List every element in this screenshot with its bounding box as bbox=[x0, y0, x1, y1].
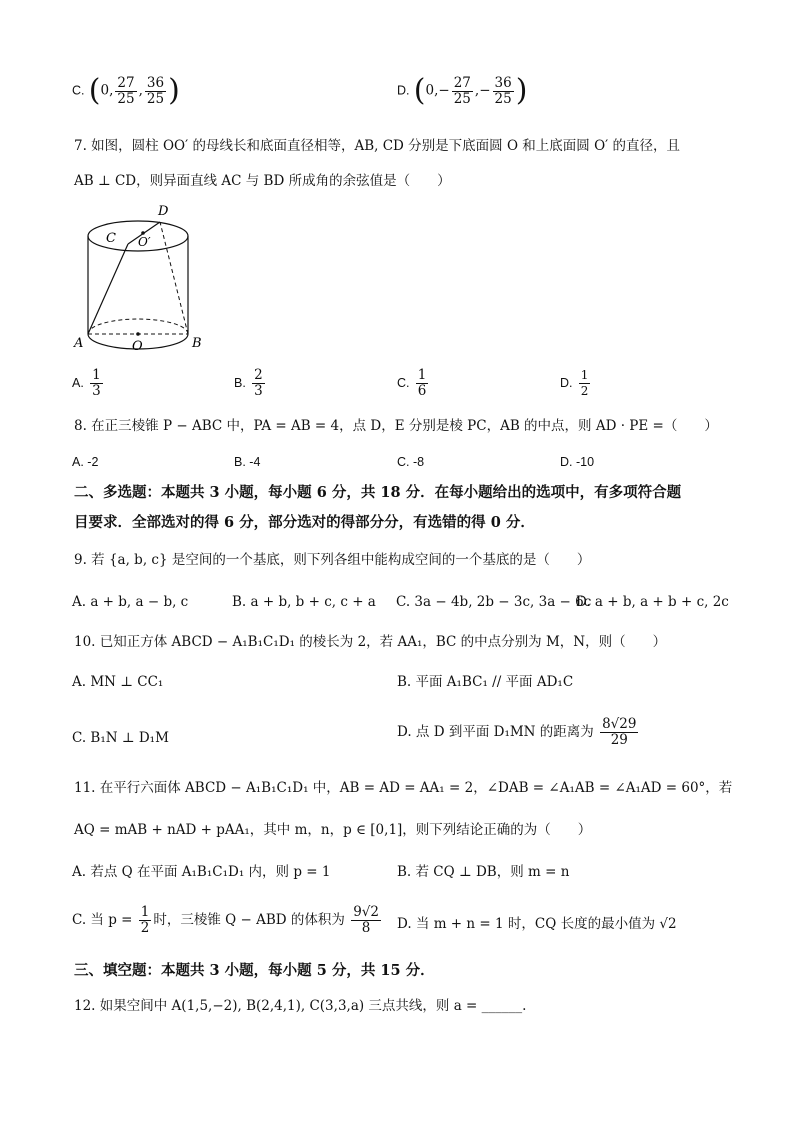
segment-ac bbox=[88, 244, 128, 334]
c-lead: 0, bbox=[100, 82, 114, 99]
q7-option-b: B. $\frac{2}{3}$ bbox=[234, 367, 263, 399]
paren-close: ) bbox=[168, 73, 180, 108]
q7-stem-line1: 7. 如图，圆柱 OO′ 的母线长和底面直径相等，AB, CD 分别是下底面圆 O 和上底面圆 O′ 的直径，且 bbox=[74, 138, 681, 154]
fraction: $\frac{36}{25}$ bbox=[146, 74, 165, 107]
q8-option-d: D. -10 bbox=[560, 455, 595, 469]
q8-option-b: B. -4 bbox=[234, 455, 261, 469]
q9-option-a: A. a + b, a − b, c bbox=[72, 594, 189, 610]
q6-option-d bbox=[397, 74, 527, 108]
fraction: $\frac{27}{25}$ bbox=[117, 74, 135, 107]
q7-option-a: A. $\frac{1}{3}$ bbox=[72, 367, 101, 399]
q11-stem-line2: AQ = mAB + nAD + pAA₁，其中 m，n，p ∈ [0,1]，则下列结论正确的为（ ） bbox=[74, 822, 592, 838]
q7-option-d: D. $\frac{1}{2}$ bbox=[560, 368, 589, 398]
section3-heading: 三、填空题：本题共 3 小题，每小题 5 分，共 15 分． bbox=[74, 962, 435, 979]
fraction: $\frac{1}{2}$ bbox=[140, 904, 150, 936]
q6-option-c: C. (0, $\frac{27}{25}$ , $\frac{36}{25}$ ) bbox=[72, 73, 180, 108]
section2-heading-line2: 目要求．全部选对的得 6 分，部分选对的得部分分，有选错的得 0 分． bbox=[74, 514, 535, 531]
q10-option-a: A. MN ⊥ CC₁ bbox=[72, 674, 164, 690]
q7-option-c: C. $\frac{1}{6}$ bbox=[397, 367, 427, 399]
fraction: $\frac{9√2}{8}$ bbox=[353, 904, 379, 936]
q11-option-c: C. 当 p = $\frac{1}{2}$ 时，三棱锥 Q − ABD 的体积为 $\frac{9√2}{8}$ bbox=[72, 904, 379, 936]
q9-option-c: C. 3a − 4b, 2b − 3c, 3a − 6c bbox=[396, 594, 592, 610]
q11-option-a: A. 若点 Q 在平面 A₁B₁C₁D₁ 内，则 p = 1 bbox=[72, 864, 331, 880]
q10-option-d: D. 点 D 到平面 D₁MN 的距离为 $\frac{8√29}{29}$ bbox=[397, 716, 637, 748]
fraction: $\frac{1}{3}$ bbox=[92, 367, 101, 399]
fraction: $\frac{27}{25}$ bbox=[453, 74, 471, 107]
bottom-ellipse-back bbox=[88, 319, 188, 334]
label-b: B bbox=[192, 336, 202, 351]
paren-open: ( bbox=[88, 73, 101, 108]
center-o bbox=[136, 332, 140, 336]
q9-option-b: B. a + b, b + c, c + a bbox=[232, 594, 376, 610]
q11-option-d: D. 当 m + n = 1 时，CQ 长度的最小值为 √2 bbox=[397, 916, 677, 932]
label-d: D bbox=[158, 204, 169, 219]
q8-option-a: A. -2 bbox=[72, 455, 99, 469]
q10-option-b: B. 平面 A₁BC₁ // 平面 AD₁C bbox=[397, 674, 574, 690]
q9-option-d: D. a + b, a + b + c, 2c bbox=[576, 594, 729, 610]
d-mid: ,− bbox=[474, 82, 491, 99]
section2-heading-line1: 二、多选题：本题共 3 小题，每小题 6 分，共 18 分．在每小题给出的选项中，有多项符合题 bbox=[74, 484, 682, 501]
label-a: A bbox=[74, 336, 84, 351]
segment-bd bbox=[160, 222, 188, 334]
label-oprime: O′ bbox=[138, 235, 151, 249]
q7-stem-line2: AB ⊥ CD，则异面直线 AC 与 BD 所成角的余弦值是（ ） bbox=[74, 173, 451, 189]
option-label: C. bbox=[72, 83, 85, 98]
q10-stem: 10. 已知正方体 ABCD − A₁B₁C₁D₁ 的棱长为 2，若 AA₁，BC 的中点分别为 M，N，则（ ） bbox=[74, 634, 667, 650]
label-c: C bbox=[106, 231, 116, 246]
fraction: $\frac{36}{25}$ bbox=[494, 74, 512, 107]
fraction: $\frac{1}{6}$ bbox=[417, 367, 427, 399]
cylinder-figure bbox=[70, 202, 210, 352]
paren-open: ( bbox=[413, 73, 426, 108]
q10-option-c: C. B₁N ⊥ D₁M bbox=[72, 730, 169, 746]
q12-stem: 12. 如果空间中 A(1,5,−2), B(2,4,1), C(3,3,a) 三点共线，则 a = ______. bbox=[74, 998, 527, 1014]
q9-stem: 9. 若 {a, b, c} 是空间的一个基底，则下列各组中能构成空间的一个基底的是（ ） bbox=[74, 552, 591, 568]
d-lead: 0,− bbox=[425, 82, 450, 99]
fraction: $\frac{8√29}{29}$ bbox=[602, 716, 637, 748]
paren-close: ) bbox=[515, 73, 528, 108]
q8-stem: 8. 在正三棱锥 P − ABC 中，PA = AB = 4，点 D，E 分别是棱 PC，AB 的中点，则 AD · PE =（ ） bbox=[74, 418, 718, 434]
q8-option-c: C. -8 bbox=[397, 455, 425, 469]
q11-stem-line1: 11. 在平行六面体 ABCD − A₁B₁C₁D₁ 中，AB = AD = AA₁ = 2，∠DAB = ∠A₁AB = ∠A₁AD = 60°，若 bbox=[74, 780, 733, 796]
fraction: $\frac{1}{2}$ bbox=[580, 368, 589, 398]
label-o: O bbox=[132, 339, 143, 352]
option-label: D. bbox=[397, 83, 410, 98]
q11-option-b: B. 若 CQ ⊥ DB，则 m = n bbox=[397, 864, 570, 880]
fraction: $\frac{2}{3}$ bbox=[254, 367, 263, 399]
